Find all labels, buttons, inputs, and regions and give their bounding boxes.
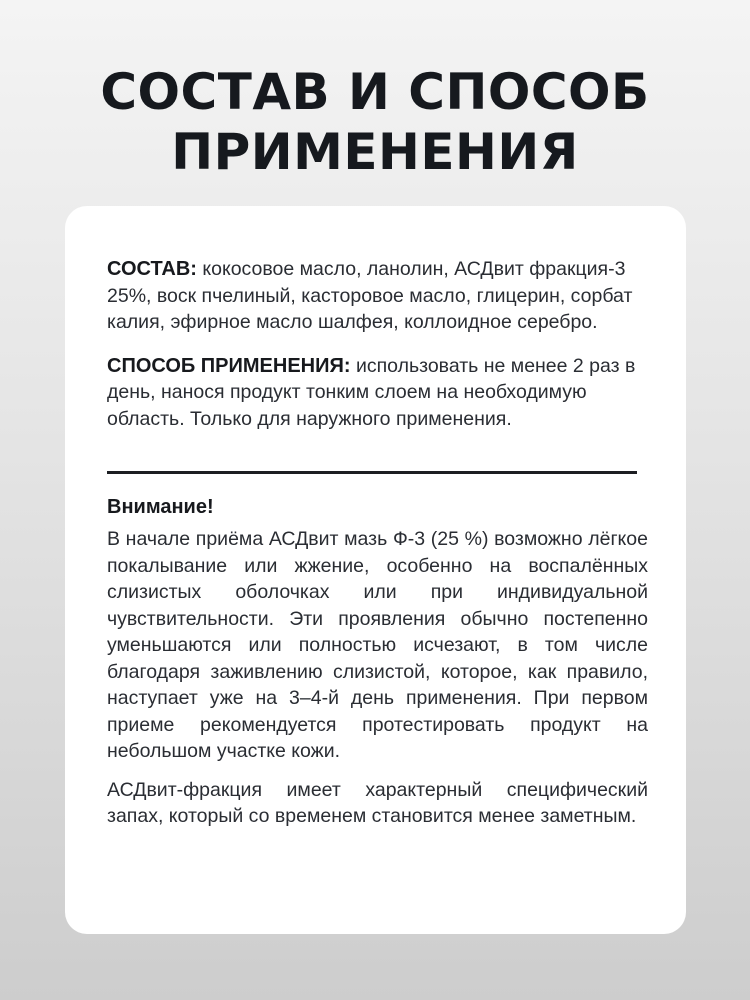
composition-text: кокосовое масло, ланолин, АСДвит фракция-3 25%, воск пчелиный, касторовое масло, глицерин, сорбат калия, эфирное масло шалфея, коллоидное серебро. [107, 258, 633, 333]
page-title [0, 62, 750, 182]
composition-paragraph [107, 256, 648, 336]
section-divider [107, 471, 637, 474]
warning-title: Внимание! [107, 496, 214, 518]
usage-label: СПОСОБ ПРИМЕНЕНИЯ: [107, 354, 351, 377]
usage-text: использовать не менее 2 раз в день, нанося продукт тонким слоем на необходимую область. Только для наружного применения. [107, 354, 636, 430]
warning-paragraph-1: В начале приёма АСДвит мазь Ф-3 (25 %) возможно лёгкое покалывание или жжение, особенно на воспалённых слизистых оболочках или при индивидуальной чувствительности. Эти проявления обычно постепенно уменьшаются или полностью исчезают, в том числе благодаря заживлению слизистой, которое, как правило, наступает уже на 3–4-й день применения. При первом приеме рекомендуется протестировать продукт на небольшом участке кожи. [107, 528, 648, 762]
composition-label: СОСТАВ: [107, 258, 197, 280]
page-title-line-2: ПРИМЕНЕНИЯ [171, 123, 579, 181]
usage-paragraph [107, 353, 648, 433]
page-title-line-1: СОСТАВ И СПОСОБ [100, 63, 650, 121]
warning-paragraph-2: АСДвит-фракция имеет характерный специфический запах, который со временем становится менее заметным. [107, 778, 648, 827]
info-card [65, 206, 686, 934]
